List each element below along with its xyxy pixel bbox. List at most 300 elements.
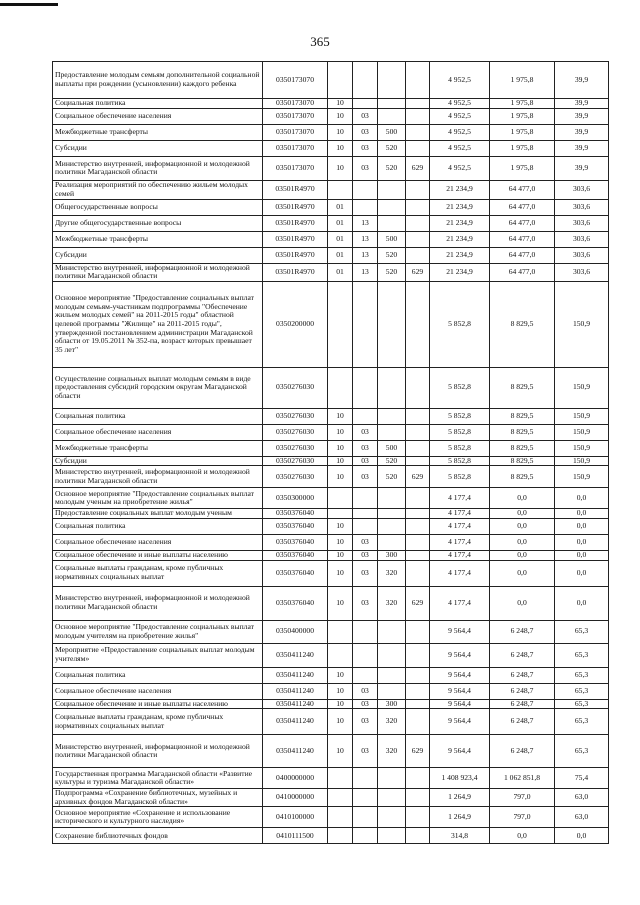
row-value-actual: 1 062 851,8 xyxy=(490,768,555,789)
row-value-planned: 5 852,8 xyxy=(430,440,490,456)
row-value-actual: 1 975,8 xyxy=(490,140,555,156)
row-percent: 150,9 xyxy=(555,367,609,408)
row-section: 10 xyxy=(328,440,353,456)
row-expense-type: 520 xyxy=(378,263,406,281)
row-name: Социальное обеспечение населения xyxy=(53,108,263,124)
row-subsection: 13 xyxy=(353,215,378,231)
row-code: 0350276030 xyxy=(263,424,328,440)
table-row xyxy=(53,367,609,408)
row-percent: 150,9 xyxy=(555,440,609,456)
row-expense-type: 320 xyxy=(378,735,406,768)
row-name: Социальное обеспечение населения xyxy=(53,683,263,699)
table-row xyxy=(53,466,609,488)
row-value-planned: 4 177,4 xyxy=(430,518,490,534)
row-value-actual: 797,0 xyxy=(490,789,555,807)
row-name: Социальная политика xyxy=(53,518,263,534)
row-subsection: 03 xyxy=(353,156,378,180)
row-expense-type xyxy=(378,667,406,683)
table-row xyxy=(53,231,609,247)
row-expense-type: 520 xyxy=(378,140,406,156)
row-value-planned: 9 564,4 xyxy=(430,620,490,643)
row-percent: 150,9 xyxy=(555,424,609,440)
row-code: 03501R4970 xyxy=(263,215,328,231)
row-value-planned: 5 852,8 xyxy=(430,456,490,466)
table-row xyxy=(53,247,609,263)
row-admin-code xyxy=(406,108,430,124)
row-percent: 65,3 xyxy=(555,643,609,667)
row-admin-code xyxy=(406,643,430,667)
row-code: 03501R4970 xyxy=(263,199,328,215)
row-value-planned: 9 564,4 xyxy=(430,643,490,667)
row-percent: 0,0 xyxy=(555,560,609,586)
row-expense-type: 520 xyxy=(378,456,406,466)
row-value-planned: 4 952,5 xyxy=(430,124,490,140)
row-section: 10 xyxy=(328,550,353,560)
row-name: Основное мероприятие «Сохранение и использование исторического и культурного наследия» xyxy=(53,807,263,828)
row-admin-code xyxy=(406,683,430,699)
row-name: Социальные выплаты гражданам, кроме публичных нормативных социальных выплат xyxy=(53,560,263,586)
row-expense-type xyxy=(378,180,406,199)
row-subsection: 03 xyxy=(353,699,378,709)
row-percent: 150,9 xyxy=(555,456,609,466)
row-section xyxy=(328,768,353,789)
row-value-actual: 64 477,0 xyxy=(490,263,555,281)
table-row xyxy=(53,99,609,109)
row-expense-type xyxy=(378,643,406,667)
row-percent: 39,9 xyxy=(555,124,609,140)
row-value-planned: 21 234,9 xyxy=(430,231,490,247)
row-admin-code: 629 xyxy=(406,735,430,768)
row-percent: 63,0 xyxy=(555,789,609,807)
row-admin-code xyxy=(406,62,430,99)
row-subsection xyxy=(353,509,378,519)
table-row xyxy=(53,108,609,124)
row-name: Социальное обеспечение и иные выплаты населению xyxy=(53,550,263,560)
row-section xyxy=(328,509,353,519)
row-code: 0410100000 xyxy=(263,807,328,828)
row-expense-type xyxy=(378,367,406,408)
table-row xyxy=(53,534,609,550)
row-name: Социальные выплаты гражданам, кроме публичных нормативных социальных выплат xyxy=(53,709,263,735)
row-section: 01 xyxy=(328,263,353,281)
row-subsection: 03 xyxy=(353,108,378,124)
row-expense-type: 300 xyxy=(378,550,406,560)
row-admin-code: 629 xyxy=(406,156,430,180)
table-row xyxy=(53,643,609,667)
row-section: 10 xyxy=(328,124,353,140)
row-admin-code xyxy=(406,807,430,828)
table-row xyxy=(53,768,609,789)
row-subsection: 03 xyxy=(353,440,378,456)
row-expense-type: 500 xyxy=(378,231,406,247)
row-subsection: 03 xyxy=(353,534,378,550)
row-expense-type xyxy=(378,807,406,828)
row-value-planned: 5 852,8 xyxy=(430,466,490,488)
row-value-actual: 6 248,7 xyxy=(490,643,555,667)
row-subsection: 03 xyxy=(353,466,378,488)
row-name: Мероприятие «Предоставление социальных выплат молодым учителям» xyxy=(53,643,263,667)
table-row xyxy=(53,408,609,424)
row-value-planned: 21 234,9 xyxy=(430,199,490,215)
row-value-actual: 0,0 xyxy=(490,828,555,844)
row-value-planned: 314,8 xyxy=(430,828,490,844)
table-row xyxy=(53,440,609,456)
row-expense-type xyxy=(378,99,406,109)
row-admin-code xyxy=(406,180,430,199)
row-admin-code xyxy=(406,367,430,408)
row-admin-code xyxy=(406,509,430,519)
row-subsection: 03 xyxy=(353,709,378,735)
row-subsection: 03 xyxy=(353,560,378,586)
row-subsection xyxy=(353,367,378,408)
row-subsection xyxy=(353,667,378,683)
row-subsection xyxy=(353,62,378,99)
row-percent: 150,9 xyxy=(555,408,609,424)
row-admin-code xyxy=(406,768,430,789)
row-subsection: 03 xyxy=(353,140,378,156)
row-code: 0350411240 xyxy=(263,735,328,768)
row-code: 0350173070 xyxy=(263,124,328,140)
row-name: Межбюджетные трансферты xyxy=(53,440,263,456)
row-section xyxy=(328,828,353,844)
row-expense-type: 300 xyxy=(378,699,406,709)
row-admin-code xyxy=(406,440,430,456)
row-value-actual: 0,0 xyxy=(490,586,555,620)
row-section: 10 xyxy=(328,560,353,586)
row-name: Социальное обеспечение населения xyxy=(53,424,263,440)
row-name: Министерство внутренней, информационной и молодежной политики Магаданской области xyxy=(53,466,263,488)
row-value-actual: 64 477,0 xyxy=(490,199,555,215)
row-subsection: 03 xyxy=(353,456,378,466)
row-section xyxy=(328,281,353,367)
row-section: 10 xyxy=(328,586,353,620)
table-row xyxy=(53,789,609,807)
row-code: 0350400000 xyxy=(263,620,328,643)
row-name: Министерство внутренней, информационной и молодежной политики Магаданской области xyxy=(53,263,263,281)
row-name: Реализация мероприятий по обеспечению жильем молодых семей xyxy=(53,180,263,199)
row-value-planned: 4 952,5 xyxy=(430,140,490,156)
row-code: 03501R4970 xyxy=(263,231,328,247)
row-code: 0350276030 xyxy=(263,367,328,408)
row-code: 0350411240 xyxy=(263,643,328,667)
row-section: 10 xyxy=(328,140,353,156)
row-section: 10 xyxy=(328,456,353,466)
row-code: 0410000000 xyxy=(263,789,328,807)
row-name: Предоставление молодым семьям дополнительной социальной выплаты при рождении (усыновлении) каждого ребенка xyxy=(53,62,263,99)
row-subsection xyxy=(353,643,378,667)
row-name: Социальное обеспечение населения xyxy=(53,534,263,550)
table-row xyxy=(53,807,609,828)
row-admin-code xyxy=(406,247,430,263)
row-subsection xyxy=(353,199,378,215)
row-code: 0350376040 xyxy=(263,534,328,550)
row-value-planned: 4 952,5 xyxy=(430,62,490,99)
row-value-planned: 4 177,4 xyxy=(430,534,490,550)
row-value-planned: 4 177,4 xyxy=(430,586,490,620)
row-name: Министерство внутренней, информационной и молодежной политики Магаданской области xyxy=(53,586,263,620)
row-subsection: 13 xyxy=(353,231,378,247)
row-value-planned: 9 564,4 xyxy=(430,699,490,709)
row-name: Другие общегосударственные вопросы xyxy=(53,215,263,231)
row-value-planned: 5 852,8 xyxy=(430,281,490,367)
row-name: Министерство внутренней, информационной и молодежной политики Магаданской области xyxy=(53,735,263,768)
row-admin-code xyxy=(406,408,430,424)
row-name: Социальное обеспечение и иные выплаты населению xyxy=(53,699,263,709)
row-expense-type: 320 xyxy=(378,586,406,620)
row-percent: 65,3 xyxy=(555,620,609,643)
row-value-actual: 8 829,5 xyxy=(490,424,555,440)
table-row xyxy=(53,199,609,215)
row-code: 0350173070 xyxy=(263,156,328,180)
row-name: Основное мероприятие "Предоставление социальных выплат молодым ученым на приобретение жилья" xyxy=(53,488,263,509)
row-value-actual: 64 477,0 xyxy=(490,247,555,263)
row-percent: 65,3 xyxy=(555,667,609,683)
row-expense-type xyxy=(378,424,406,440)
row-admin-code: 629 xyxy=(406,263,430,281)
row-expense-type: 520 xyxy=(378,247,406,263)
row-value-actual: 0,0 xyxy=(490,550,555,560)
row-admin-code xyxy=(406,140,430,156)
row-subsection: 03 xyxy=(353,586,378,620)
row-name: Социальная политика xyxy=(53,408,263,424)
row-percent: 39,9 xyxy=(555,99,609,109)
row-expense-type: 520 xyxy=(378,466,406,488)
row-code: 0350376040 xyxy=(263,518,328,534)
row-code: 0400000000 xyxy=(263,768,328,789)
row-code: 0350376040 xyxy=(263,560,328,586)
row-percent: 303,6 xyxy=(555,247,609,263)
row-expense-type xyxy=(378,509,406,519)
row-percent: 0,0 xyxy=(555,534,609,550)
table-row xyxy=(53,281,609,367)
table-row xyxy=(53,828,609,844)
row-name: Основное мероприятие "Предоставление социальных выплат молодым учителям на приобретение жилья" xyxy=(53,620,263,643)
row-code: 0350276030 xyxy=(263,466,328,488)
row-value-planned: 21 234,9 xyxy=(430,263,490,281)
row-value-actual: 0,0 xyxy=(490,488,555,509)
row-subsection xyxy=(353,408,378,424)
row-percent: 65,3 xyxy=(555,683,609,699)
row-code: 0350276030 xyxy=(263,440,328,456)
row-expense-type: 520 xyxy=(378,156,406,180)
row-value-planned: 4 952,5 xyxy=(430,99,490,109)
row-percent: 303,6 xyxy=(555,263,609,281)
row-value-actual: 0,0 xyxy=(490,534,555,550)
row-code: 0350276030 xyxy=(263,408,328,424)
row-subsection xyxy=(353,488,378,509)
table-row xyxy=(53,620,609,643)
row-expense-type xyxy=(378,768,406,789)
row-value-planned: 9 564,4 xyxy=(430,667,490,683)
budget-table xyxy=(52,61,609,844)
row-section: 10 xyxy=(328,156,353,180)
row-value-actual: 1 975,8 xyxy=(490,124,555,140)
row-section: 10 xyxy=(328,709,353,735)
row-percent: 65,3 xyxy=(555,709,609,735)
row-subsection xyxy=(353,828,378,844)
row-expense-type xyxy=(378,408,406,424)
table-row xyxy=(53,518,609,534)
row-subsection xyxy=(353,620,378,643)
row-expense-type xyxy=(378,828,406,844)
row-value-planned: 4 177,4 xyxy=(430,560,490,586)
row-section: 10 xyxy=(328,683,353,699)
row-admin-code xyxy=(406,456,430,466)
table-row xyxy=(53,488,609,509)
row-percent: 0,0 xyxy=(555,828,609,844)
row-value-planned: 5 852,8 xyxy=(430,424,490,440)
row-admin-code xyxy=(406,281,430,367)
row-code: 0350376040 xyxy=(263,550,328,560)
row-section: 10 xyxy=(328,667,353,683)
row-section: 10 xyxy=(328,108,353,124)
row-value-actual: 8 829,5 xyxy=(490,466,555,488)
table-row xyxy=(53,180,609,199)
row-value-planned: 4 952,5 xyxy=(430,108,490,124)
row-value-planned: 21 234,9 xyxy=(430,180,490,199)
row-code: 03501R4970 xyxy=(263,263,328,281)
row-admin-code xyxy=(406,424,430,440)
row-admin-code xyxy=(406,709,430,735)
row-code: 0350376040 xyxy=(263,586,328,620)
row-admin-code xyxy=(406,215,430,231)
row-name: Субсидии xyxy=(53,247,263,263)
row-percent: 303,6 xyxy=(555,199,609,215)
row-percent: 0,0 xyxy=(555,586,609,620)
row-value-actual: 1 975,8 xyxy=(490,99,555,109)
row-expense-type: 320 xyxy=(378,709,406,735)
row-section: 10 xyxy=(328,534,353,550)
table-row xyxy=(53,124,609,140)
row-value-planned: 1 264,9 xyxy=(430,807,490,828)
row-percent: 303,6 xyxy=(555,215,609,231)
row-percent: 0,0 xyxy=(555,518,609,534)
row-admin-code xyxy=(406,99,430,109)
row-expense-type xyxy=(378,281,406,367)
row-section: 01 xyxy=(328,231,353,247)
row-admin-code xyxy=(406,199,430,215)
row-subsection xyxy=(353,518,378,534)
row-expense-type: 500 xyxy=(378,124,406,140)
table-row xyxy=(53,140,609,156)
row-section: 01 xyxy=(328,247,353,263)
row-name: Межбюджетные трансферты xyxy=(53,231,263,247)
row-code: 0350411240 xyxy=(263,667,328,683)
table-row xyxy=(53,424,609,440)
row-section: 10 xyxy=(328,424,353,440)
row-value-planned: 21 234,9 xyxy=(430,247,490,263)
row-admin-code xyxy=(406,667,430,683)
row-percent: 0,0 xyxy=(555,509,609,519)
row-expense-type xyxy=(378,534,406,550)
row-code: 0350173070 xyxy=(263,140,328,156)
row-section xyxy=(328,807,353,828)
row-value-planned: 4 177,4 xyxy=(430,488,490,509)
row-name: Социальная политика xyxy=(53,667,263,683)
row-subsection: 13 xyxy=(353,263,378,281)
row-admin-code: 629 xyxy=(406,586,430,620)
row-code: 0350173070 xyxy=(263,108,328,124)
row-admin-code xyxy=(406,789,430,807)
table-row xyxy=(53,699,609,709)
row-code: 0350376040 xyxy=(263,509,328,519)
row-admin-code xyxy=(406,518,430,534)
row-percent: 65,3 xyxy=(555,699,609,709)
row-expense-type xyxy=(378,518,406,534)
table-row xyxy=(53,62,609,99)
row-section xyxy=(328,620,353,643)
row-subsection: 03 xyxy=(353,550,378,560)
row-section: 10 xyxy=(328,408,353,424)
table-row xyxy=(53,509,609,519)
row-percent: 75,4 xyxy=(555,768,609,789)
row-value-planned: 21 234,9 xyxy=(430,215,490,231)
row-percent: 39,9 xyxy=(555,108,609,124)
row-section xyxy=(328,488,353,509)
row-expense-type xyxy=(378,620,406,643)
row-percent: 39,9 xyxy=(555,140,609,156)
row-code: 0350411240 xyxy=(263,699,328,709)
row-section: 10 xyxy=(328,99,353,109)
row-section: 10 xyxy=(328,699,353,709)
table-row xyxy=(53,735,609,768)
row-name: Министерство внутренней, информационной и молодежной политики Магаданской области xyxy=(53,156,263,180)
row-expense-type xyxy=(378,789,406,807)
row-admin-code xyxy=(406,828,430,844)
table-row xyxy=(53,550,609,560)
row-percent: 39,9 xyxy=(555,156,609,180)
row-value-actual: 64 477,0 xyxy=(490,180,555,199)
row-expense-type xyxy=(378,488,406,509)
row-percent: 0,0 xyxy=(555,488,609,509)
row-code: 0350411240 xyxy=(263,709,328,735)
row-value-actual: 8 829,5 xyxy=(490,440,555,456)
top-edge-mark xyxy=(0,3,58,6)
table-row xyxy=(53,156,609,180)
row-admin-code xyxy=(406,620,430,643)
table-row xyxy=(53,709,609,735)
row-name: Осуществление социальных выплат молодым семьям в виде предоставления субсидий городским округам Магаданской области xyxy=(53,367,263,408)
row-value-planned: 4 177,4 xyxy=(430,509,490,519)
row-code: 0350276030 xyxy=(263,456,328,466)
row-name: Межбюджетные трансферты xyxy=(53,124,263,140)
row-value-actual: 8 829,5 xyxy=(490,408,555,424)
row-percent: 39,9 xyxy=(555,62,609,99)
row-value-actual: 0,0 xyxy=(490,518,555,534)
row-value-planned: 9 564,4 xyxy=(430,735,490,768)
row-value-actual: 0,0 xyxy=(490,560,555,586)
row-code: 0350411240 xyxy=(263,683,328,699)
row-expense-type xyxy=(378,199,406,215)
table-row xyxy=(53,263,609,281)
row-section: 10 xyxy=(328,466,353,488)
row-percent: 150,9 xyxy=(555,281,609,367)
row-admin-code xyxy=(406,231,430,247)
row-value-planned: 9 564,4 xyxy=(430,683,490,699)
row-name: Подпрограмма «Сохранение библиотечных, музейных и архивных фондов Магаданской области» xyxy=(53,789,263,807)
row-value-planned: 9 564,4 xyxy=(430,709,490,735)
row-percent: 0,0 xyxy=(555,550,609,560)
row-admin-code xyxy=(406,488,430,509)
row-subsection: 03 xyxy=(353,735,378,768)
row-section: 01 xyxy=(328,199,353,215)
row-value-actual: 64 477,0 xyxy=(490,215,555,231)
row-code: 0350173070 xyxy=(263,62,328,99)
row-subsection xyxy=(353,768,378,789)
row-name: Предоставление социальных выплат молодым ученым xyxy=(53,509,263,519)
row-name: Субсидии xyxy=(53,140,263,156)
row-value-planned: 5 852,8 xyxy=(430,408,490,424)
